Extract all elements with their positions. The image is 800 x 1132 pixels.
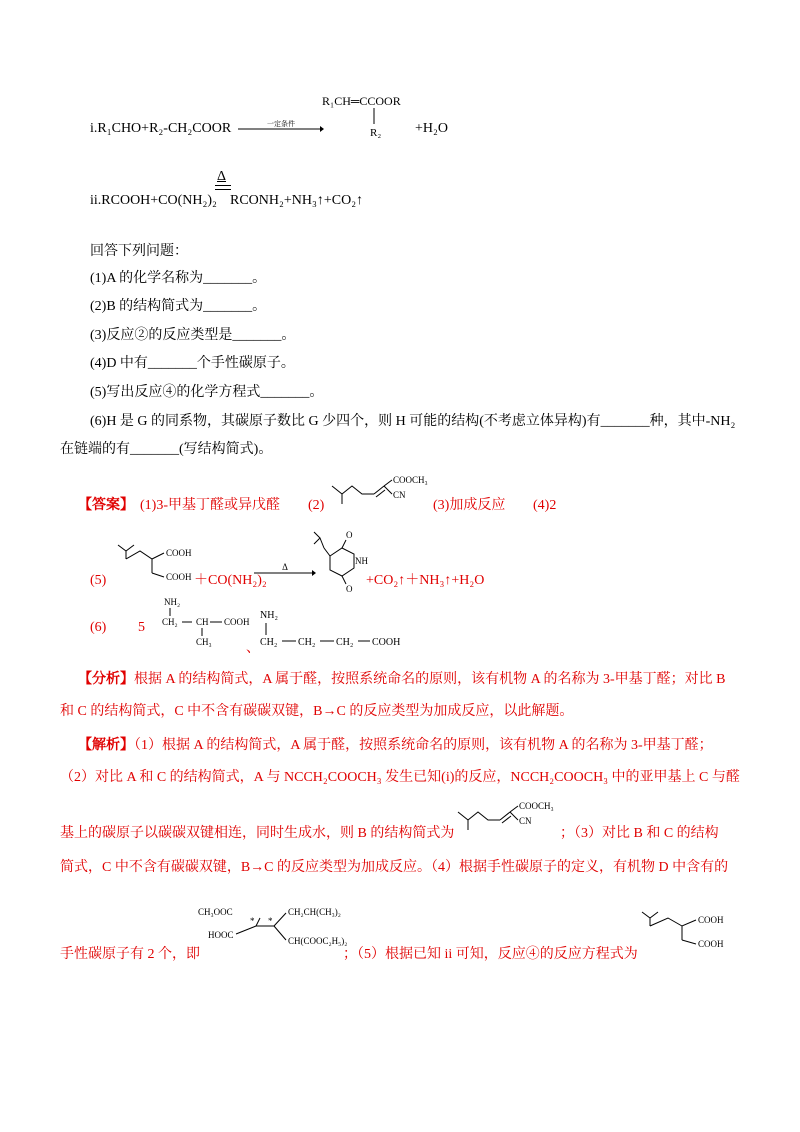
question-5: (5)写出反应④的化学方程式_______。	[90, 385, 324, 400]
product-main-chain: R₁CH═CCOOR	[322, 94, 401, 108]
equals-sign	[215, 185, 231, 190]
label-cooh-branched: COOH	[224, 617, 250, 627]
explanation-tag: 【解析】	[78, 738, 134, 753]
reaction-arrow-5	[254, 562, 316, 578]
question-1: (1)A 的化学名称为_______。	[90, 271, 267, 286]
answer-2-label: (2)	[308, 498, 325, 513]
heat-symbol-5: Δ	[282, 562, 288, 572]
answer-tag: 【答案】	[78, 498, 134, 513]
chiral-marker-1: *	[250, 916, 255, 926]
explanation-line-4: 简式，C 中不含有碳碳双键，B→C 的反应类型为加成反应。（4）根据手性碳原子的定义，有机物 D 中含有的	[60, 860, 729, 875]
structure-diacid	[112, 537, 202, 587]
structure-diacid-explanation	[636, 904, 736, 954]
structure-imide	[308, 526, 370, 596]
question-4: (4)D 中有_______个手性碳原子。	[90, 356, 295, 371]
answer-6-count: 5	[138, 620, 145, 635]
label-cooh-linear: COOH	[372, 637, 401, 648]
structure-b-answer	[328, 474, 438, 514]
label-nh2-branched: NH₂	[164, 597, 181, 607]
label-cn: CN	[393, 490, 406, 500]
analysis-line-1	[78, 671, 726, 689]
label-cooch3: COOCH₃	[393, 475, 428, 485]
known-reaction-i-byproduct: +H₂O	[415, 121, 448, 136]
label-ch2-linear-1: CH₂	[260, 637, 278, 648]
question-6-line-2: 在链端的有_______(写结构简式)。	[60, 442, 273, 457]
label-d-top-right: CH₂CH(CH₃)₂	[288, 907, 341, 917]
label-o-bottom: O	[346, 584, 353, 594]
analysis-line-2: 和 C 的结构简式，C 中不含有碳碳双键，B→C 的反应类型为加成反应，以此解题。	[60, 704, 574, 719]
label-cooh-exp-top: COOH	[698, 915, 724, 925]
question-2: (2)B 的结构简式为_______。	[90, 299, 267, 314]
answer-6-separator: 、	[246, 641, 260, 656]
known-reaction-ii-delta	[217, 168, 226, 186]
answer-6-label: (6)	[90, 620, 107, 635]
structure-h-branched	[160, 596, 260, 652]
reaction-arrow-i	[238, 118, 324, 134]
known-reaction-ii-lhs: ii.RCOOH+CO(NH₂)₂	[90, 193, 217, 208]
chiral-marker-2: *	[268, 916, 273, 926]
answer-5-label: (5)	[90, 573, 107, 588]
label-ch3-branched: CH₃	[196, 637, 212, 647]
explanation-text-1: （1）根据 A 的结构简式，A 属于醛，按照系统命名的原则，该有机物 A 的名称为 3-甲基丁醛；	[134, 738, 713, 753]
explanation-line-3a: 基上的碳原子以碳碳双键相连，同时生成水，则 B 的结构简式为	[60, 826, 455, 841]
label-cooh-top: COOH	[166, 548, 192, 558]
answer-5-reagent: ＋CO(NH₂)₂	[194, 573, 267, 588]
explanation-line-1	[78, 737, 713, 755]
reaction-condition: 一定条件	[267, 120, 295, 128]
product-substituent: R₂	[370, 127, 382, 139]
analysis-tag: 【分析】	[78, 672, 134, 687]
answer-3: (3)加成反应	[433, 498, 506, 513]
label-cooch3-exp: COOCH₃	[519, 801, 554, 811]
label-nh2-linear: NH₂	[260, 610, 278, 621]
label-d-top-left: CH₃OOC	[198, 907, 233, 917]
label-cooh-exp-bottom: COOH	[698, 939, 724, 949]
answer-4: (4)2	[533, 498, 557, 513]
label-ch2-branched: CH₂	[162, 617, 178, 627]
label-ch2-linear-3: CH₂	[336, 637, 354, 648]
structure-d	[198, 904, 348, 950]
label-ch2-linear-2: CH₂	[298, 637, 316, 648]
questions-intro: 回答下列问题：	[90, 244, 188, 259]
explanation-line-5b: ；（5）根据已知 ii 可知，反应④的反应方程式为	[343, 947, 638, 962]
label-d-bottom-right: CH(COOC₂H₅)₂	[288, 936, 348, 946]
known-reaction-i-lhs: i.R₁CHO+R₂-CH₂COOR	[90, 121, 232, 136]
answer-1: (1)3-甲基丁醛或异戊醛	[140, 498, 280, 513]
label-o-top: O	[346, 530, 353, 540]
question-3: (3)反应②的反应类型是_______。	[90, 328, 296, 343]
known-reaction-ii-rhs: RCONH₂+NH₃↑+CO₂↑	[230, 193, 364, 208]
structure-h-linear	[260, 605, 410, 651]
label-cooh-bottom: COOH	[166, 572, 192, 582]
label-nh: NH	[355, 556, 368, 566]
structure-b-explanation	[454, 800, 564, 840]
explanation-line-5a: 手性碳原子有 2 个，即	[60, 947, 200, 962]
heat-symbol: Δ	[217, 169, 227, 184]
analysis-text-1: 根据 A 的结构简式，A 属于醛，按照系统命名的原则，该有机物 A 的名称为 3-甲基丁醛；对比 B	[134, 672, 726, 687]
answer-5-products: +CO₂↑＋NH₃↑+H₂O	[366, 573, 485, 588]
known-reaction-i-product	[322, 92, 422, 142]
question-6-line-1: (6)H 是 G 的同系物，其碳原子数比 G 少四个，则 H 可能的结构(不考虑立体异构)有_______种，其中-NH₂	[90, 414, 736, 429]
explanation-line-2: （2）对比 A 和 C 的结构简式，A 与 NCCH₂COOCH₃ 发生已知(i)的反应，NCCH₂COOCH₃ 中的亚甲基上 C 与醛	[60, 770, 740, 785]
explanation-line-3b: ；（3）对比 B 和 C 的结构	[560, 826, 719, 841]
label-ch-branched: CH	[196, 617, 209, 627]
label-d-bottom-left: HOOC	[208, 930, 234, 940]
label-cn-exp: CN	[519, 816, 532, 826]
